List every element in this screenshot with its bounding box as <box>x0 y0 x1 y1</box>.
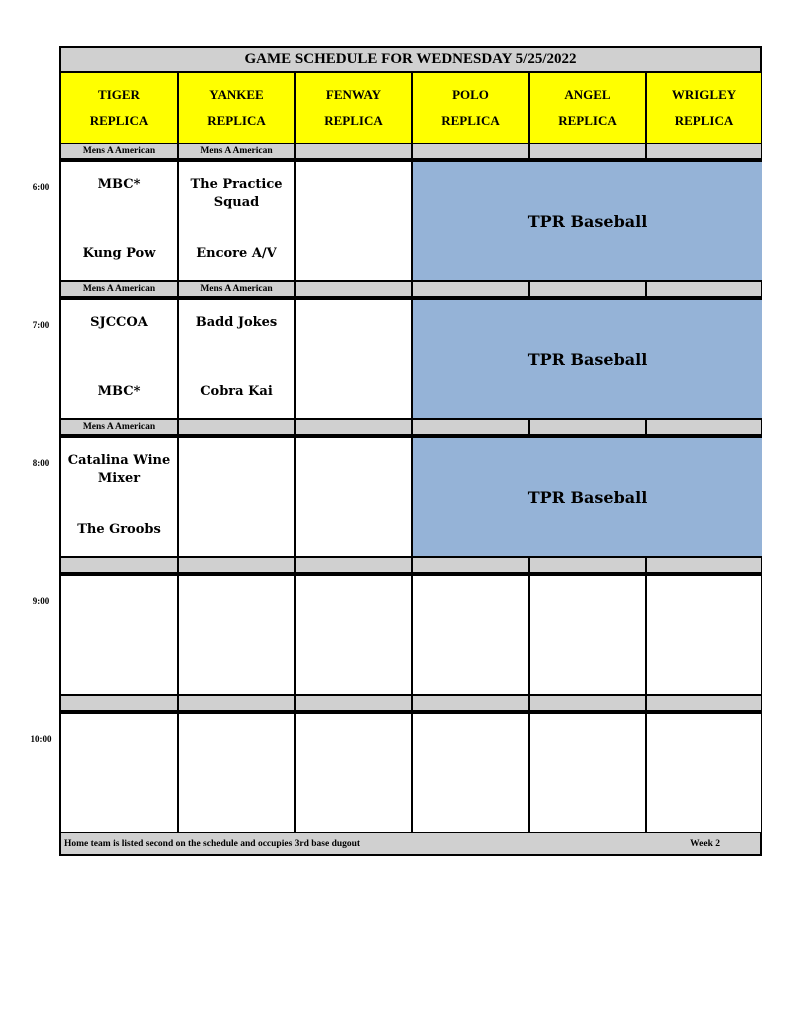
division-label <box>530 420 645 434</box>
division-label <box>413 696 528 710</box>
away-team: Catalina Wine Mixer <box>67 453 171 486</box>
empty-cell <box>530 576 645 694</box>
game-cell <box>61 162 177 280</box>
field-name: ANGEL <box>564 87 611 102</box>
division-label <box>413 144 528 158</box>
field-header-wrigley <box>647 73 761 143</box>
division-label <box>647 144 761 158</box>
field-header-angel <box>530 73 645 143</box>
schedule-title <box>61 48 760 71</box>
home-team: The Groobs <box>77 522 161 537</box>
field-subtitle: REPLICA <box>558 113 617 128</box>
field-name: FENWAY <box>325 87 382 102</box>
division-label <box>413 558 528 572</box>
empty-cell <box>296 714 411 832</box>
division-label <box>530 144 645 158</box>
home-team: Kung Pow <box>82 246 156 261</box>
division-label <box>413 420 528 434</box>
division-label <box>61 558 177 572</box>
field-subtitle: REPLICA <box>674 113 734 128</box>
away-team: Badd Jokes <box>195 315 278 330</box>
time-label: 10:00 <box>30 734 52 744</box>
time-label: 7:00 <box>32 320 50 330</box>
field-subtitle: REPLICA <box>207 113 266 128</box>
away-team: SJCCOA <box>90 315 148 330</box>
empty-cell <box>61 714 177 832</box>
division-label <box>647 282 761 296</box>
division-label <box>647 558 761 572</box>
reserved-block <box>413 438 762 556</box>
field-header-polo <box>413 73 528 143</box>
field-subtitle: REPLICA <box>324 113 383 128</box>
field-subtitle: REPLICA <box>89 113 149 128</box>
empty-cell <box>413 714 528 832</box>
division-label <box>530 558 645 572</box>
empty-cell <box>61 576 177 694</box>
division-label <box>530 696 645 710</box>
division-label <box>413 282 528 296</box>
reserved-block-label: TPR Baseball <box>527 487 648 507</box>
field-name: TIGER <box>98 87 140 102</box>
home-team: MBC* <box>97 384 141 399</box>
game-cell <box>179 162 294 280</box>
division-label <box>179 558 294 572</box>
field-name: YANKEE <box>209 87 264 102</box>
reserved-block-label: TPR Baseball <box>527 211 648 231</box>
division-label <box>296 420 411 434</box>
division-text: Mens A American <box>82 146 156 156</box>
division-label <box>61 144 177 158</box>
division-text: Mens A American <box>200 146 273 156</box>
reserved-block <box>413 300 762 418</box>
empty-cell <box>179 714 294 832</box>
division-text: Mens A American <box>82 422 156 432</box>
schedule-title-text: GAME SCHEDULE FOR WEDNESDAY 5/25/2022 <box>244 51 577 67</box>
field-header-fenway <box>296 73 411 143</box>
division-label <box>296 144 411 158</box>
division-text: Mens A American <box>82 284 156 294</box>
footer-note: Home team is listed second on the schedule and occupies 3rd base dugout <box>64 838 361 849</box>
division-label <box>61 282 177 296</box>
field-name: WRIGLEY <box>671 87 737 102</box>
time-label: 9:00 <box>32 596 50 606</box>
empty-cell <box>530 714 645 832</box>
empty-cell <box>413 576 528 694</box>
division-label <box>647 420 761 434</box>
division-label <box>530 282 645 296</box>
field-name: POLO <box>452 87 489 102</box>
division-label <box>179 696 294 710</box>
empty-cell <box>647 714 761 832</box>
division-label <box>647 696 761 710</box>
empty-cell <box>179 576 294 694</box>
away-team: The Practice Squad <box>190 177 283 210</box>
empty-cell <box>296 162 411 280</box>
time-label: 6:00 <box>32 182 50 192</box>
empty-cell <box>296 438 411 556</box>
reserved-block-label: TPR Baseball <box>527 349 648 369</box>
field-header-tiger <box>61 73 177 143</box>
division-label <box>179 282 294 296</box>
empty-cell <box>296 576 411 694</box>
division-label <box>61 696 177 710</box>
empty-cell <box>179 438 294 556</box>
division-label <box>61 420 177 434</box>
week-label: Week 2 <box>690 838 720 849</box>
division-text: Mens A American <box>200 284 273 294</box>
division-label <box>179 420 294 434</box>
away-team: MBC* <box>97 177 141 192</box>
schedule-table <box>59 46 762 856</box>
field-header-yankee <box>179 73 294 143</box>
game-cell <box>179 300 294 418</box>
division-label <box>179 144 294 158</box>
home-team: Encore A/V <box>196 246 277 261</box>
empty-cell <box>647 576 761 694</box>
reserved-block <box>413 162 762 280</box>
game-cell <box>61 300 177 418</box>
game-cell <box>61 438 177 556</box>
empty-cell <box>296 300 411 418</box>
home-team: Cobra Kai <box>200 384 273 399</box>
division-label <box>296 282 411 296</box>
division-label <box>296 696 411 710</box>
footer-row <box>61 833 760 854</box>
division-label <box>296 558 411 572</box>
field-subtitle: REPLICA <box>441 113 500 128</box>
time-label: 8:00 <box>32 458 50 468</box>
